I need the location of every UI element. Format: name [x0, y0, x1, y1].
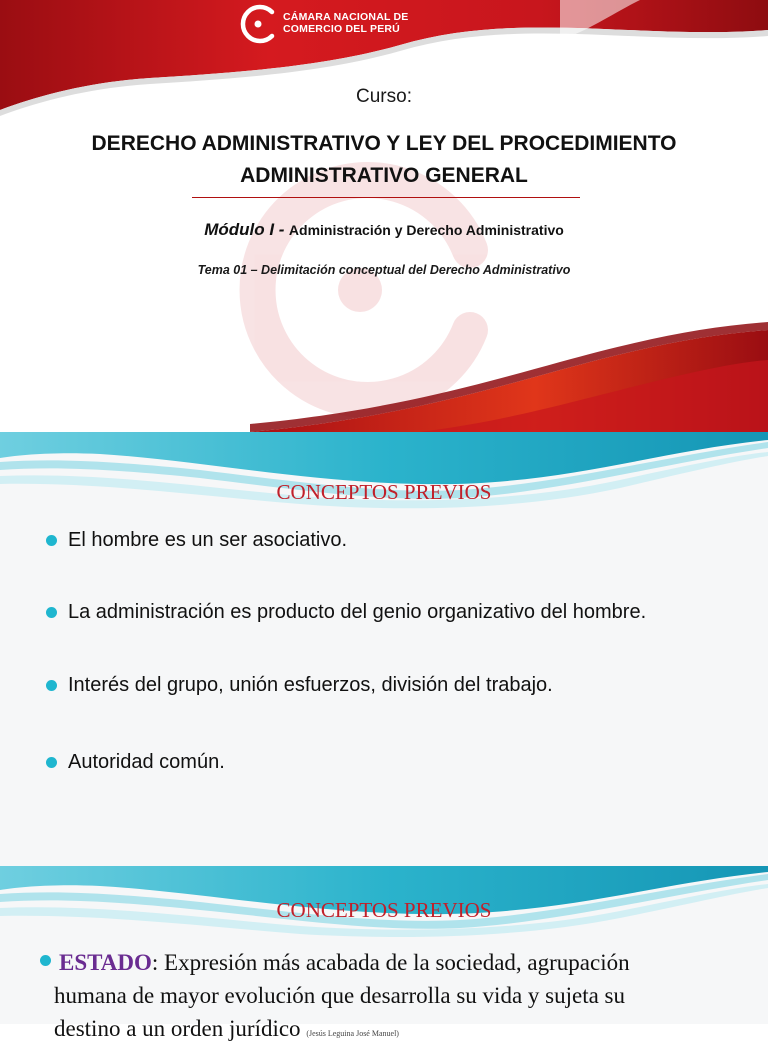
section-heading: CONCEPTOS PREVIOS [276, 898, 492, 922]
logo-line-1: CÁMARA NACIONAL DE [283, 11, 409, 23]
watermark-logo-icon [258, 180, 470, 400]
module-label: Módulo I - [204, 220, 285, 239]
title-slide-background [0, 0, 768, 432]
course-title-line-1: DERECHO ADMINISTRATIVO Y LEY DEL PROCEDIMIENTO [91, 132, 677, 155]
logo-line-2: COMERCIO DEL PERÚ [283, 23, 400, 35]
course-title [40, 128, 728, 192]
estado-slide [0, 866, 768, 1041]
title-divider [192, 197, 580, 198]
bullet-dot-icon [46, 757, 57, 768]
list-item: La administración es producto del genio organizativo del hombre. [46, 596, 722, 628]
module-heading [0, 220, 768, 240]
concepts-slide [0, 432, 768, 866]
bullet-list [46, 524, 722, 778]
citation: (Jesús Leguina José Manuel) [306, 1029, 399, 1038]
topic-line: Tema 01 – Delimitación conceptual del Derecho Administrativo [197, 263, 571, 277]
list-item: El hombre es un ser asociativo. [46, 524, 722, 556]
title-slide [0, 0, 768, 432]
estado-keyword: ESTADO [59, 950, 152, 975]
course-label: Curso: [356, 86, 412, 107]
module-title: Administración y Derecho Administrativo [288, 222, 564, 238]
estado-paragraph: ESTADO: Expresión más acabada de la sociedad, agrupación humana de mayor evolución que desarrolla su vida y sujeta su destino a un orden jurídico (Jesús Leguina José Manuel) [40, 946, 762, 1050]
bullet-dot-icon [40, 955, 51, 966]
list-item: Interés del grupo, unión esfuerzos, división del trabajo. [46, 669, 722, 701]
bullet-dot-icon [46, 680, 57, 691]
course-title-line-2: ADMINISTRATIVO GENERAL [240, 164, 528, 187]
list-item: Autoridad común. [46, 746, 722, 778]
bullet-dot-icon [46, 607, 57, 618]
section-heading: CONCEPTOS PREVIOS [276, 480, 492, 504]
bullet-dot-icon [46, 535, 57, 546]
chamber-logo-text [283, 11, 409, 35]
